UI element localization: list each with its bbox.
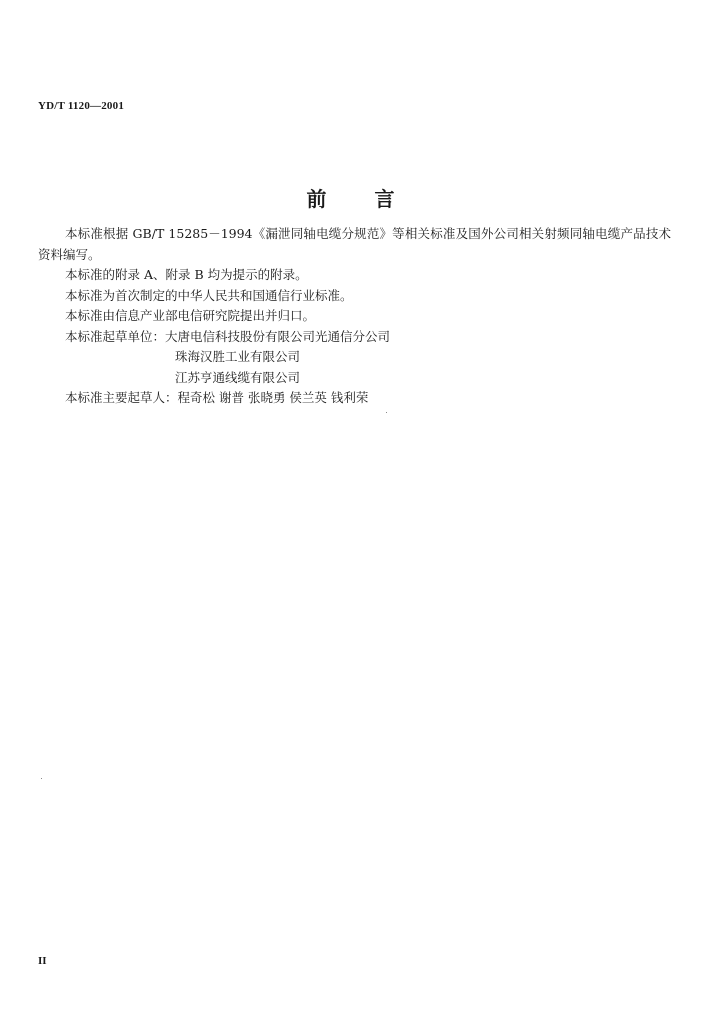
- paragraph-drafters: 本标准主要起草人：程奇松 谢普 张晓勇 侯兰英 钱利荣: [65, 390, 369, 405]
- paragraph-first-issue: 本标准为首次制定的中华人民共和国通信行业标准。: [65, 287, 353, 303]
- paragraph-drafting-units: 本标准起草单位：大唐电信科技股份有限公司光通信分公司: [65, 328, 391, 344]
- document-code: YD/T 1120—2001: [38, 100, 125, 112]
- paragraph-basis: 本标准根据 GB/T 15285－1994《漏泄同轴电缆分规范》等相关标准及国外公司相关射频同轴电缆产品技术资料编写。: [38, 226, 671, 262]
- paragraph-proposer: 本标准由信息产业部电信研究院提出并归口。: [65, 308, 316, 323]
- drafting-unit-2: 珠海汉胜工业有限公司: [175, 349, 301, 364]
- scan-speck: [386, 412, 387, 413]
- drafting-unit-3: 江苏亨通线缆有限公司: [175, 369, 301, 385]
- title-char-1: 前: [306, 187, 327, 211]
- section-title: [0, 183, 701, 212]
- page-number: II: [38, 955, 47, 967]
- paragraph-appendix: 本标准的附录 A、附录 B 均为提示的附录。: [65, 267, 308, 282]
- preface-body: [38, 224, 671, 409]
- scan-speck: [41, 778, 42, 779]
- title-char-2: 言: [374, 187, 395, 211]
